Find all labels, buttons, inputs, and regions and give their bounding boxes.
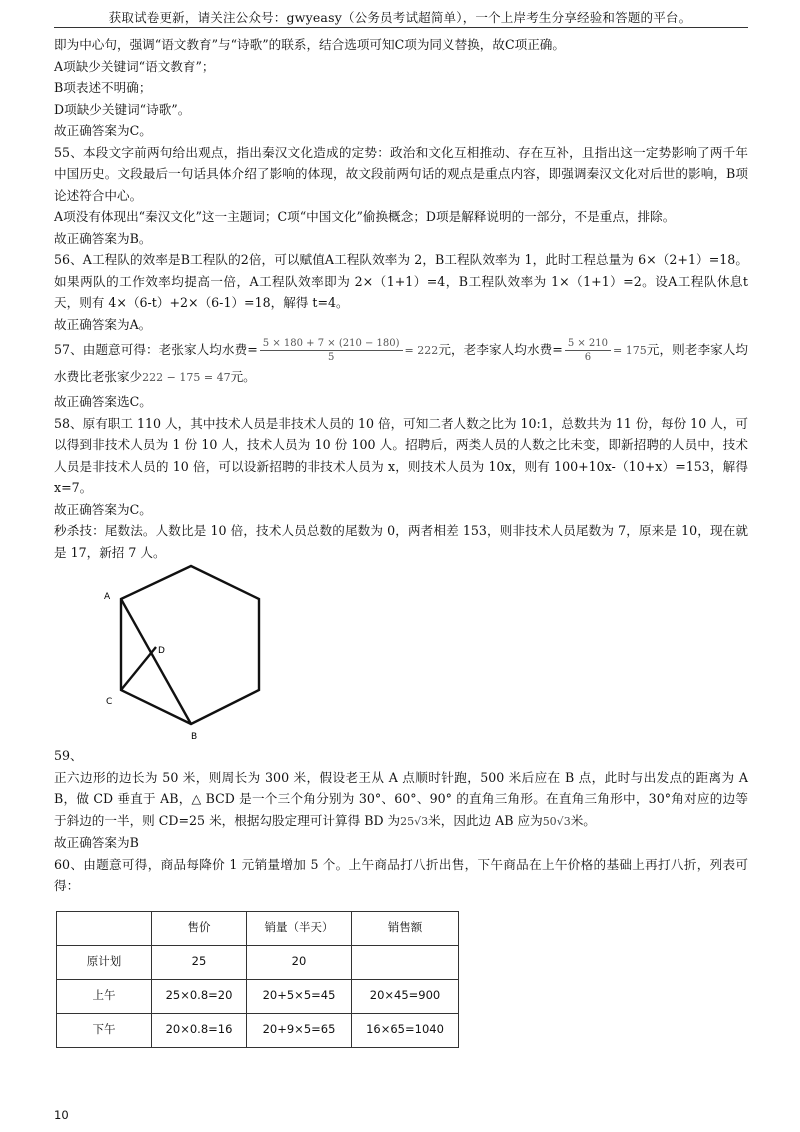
table-cell: 20×0.8=16 bbox=[152, 1013, 247, 1047]
page-number: 10 bbox=[54, 1108, 69, 1122]
table-row bbox=[57, 1013, 459, 1047]
q58-answer: 故正确答案为C。 bbox=[54, 501, 152, 517]
q59-text-3: 米。 bbox=[570, 812, 596, 828]
sales-table bbox=[56, 911, 459, 1048]
q55-analysis: A项没有体现出“秦汉文化”这一主题词；C项“中国文化”偷换概念；D项是解释说明的一部分，不是重点，排除。 bbox=[54, 209, 676, 224]
table-cell: 25×0.8=20 bbox=[152, 979, 247, 1013]
q54-line-3: B项表述不明确； bbox=[54, 80, 152, 95]
header-divider bbox=[54, 27, 748, 28]
table-row bbox=[57, 979, 459, 1013]
label-b: B bbox=[191, 732, 198, 742]
table-header-row bbox=[57, 911, 459, 945]
q59-ab-value: 50√3 bbox=[542, 814, 571, 828]
q57-text-1: 57、由题意可得：老张家人均水费= bbox=[54, 342, 258, 357]
q59-body bbox=[54, 767, 748, 833]
q57-fraction-2 bbox=[565, 337, 611, 364]
hexagon-figure bbox=[54, 563, 748, 743]
q54-line-2: A项缺少关键词“语文教育”； bbox=[54, 58, 215, 74]
hexagon-diagram bbox=[94, 563, 334, 743]
table-cell bbox=[352, 945, 459, 979]
q58-trick: 秒杀技：尾数法。人数比是 10 倍，技术人员总数的尾数为 0，两者相差 153，则非技术人员尾数为 7，原来是 10，现在就是 17，新招 7 人。 bbox=[54, 523, 748, 560]
table-cell: 20×45=900 bbox=[352, 979, 459, 1013]
segment-ab bbox=[121, 599, 191, 724]
q57-result-1: = 222 bbox=[404, 344, 439, 357]
table-cell: 20 bbox=[247, 945, 352, 979]
table-cell: 25 bbox=[152, 945, 247, 979]
q57-answer: 故正确答案选C。 bbox=[54, 394, 152, 409]
table-header-cell: 售价 bbox=[152, 911, 247, 945]
q56-body: 56、A工程队的效率是B工程队的2倍，可以赋值A工程队效率为 2，B工程队效率为 1，此时工程总量为 6×（2+1）=18。如果两队的工作效率均提高一倍，A工程队效率即为 2×（1+1）=4，B工程队效率为 1×（1+1）=2。设A工程队休息t天，则有 4×（6-t）+2×（6-1）=18，解得 t=4。 bbox=[54, 252, 748, 310]
q58-body: 58、原有职工 110 人，其中技术人员是非技术人员的 10 倍，可知二者人数之比为 10:1，总数共为 11 份，每份 10 人，可以得到非技术人员为 1 份 10 人，技术人员为 10 份 100 人。招聘后，两类人员的人数之比未变，即新招聘的人员中，技术人员是非技术人员的 10 倍，可以设新招聘的非技术人员为 x，则技术人员为 10x，则有 100+10x-（10+x）=153，解得 x=7。 bbox=[54, 415, 748, 495]
q57-fraction-2-denominator: 6 bbox=[584, 352, 592, 363]
table-header-cell: 销售额 bbox=[352, 911, 459, 945]
q57-text-2: 元，老李家人均水费= bbox=[438, 342, 563, 357]
table-cell: 下午 bbox=[57, 1013, 152, 1047]
table-cell: 上午 bbox=[57, 979, 152, 1013]
q57-text-4: 元。 bbox=[230, 369, 256, 384]
q54-line-1: 即为中心句，强调“语文教育”与“诗歌”的联系，结合选项可知C项为同义替换，故C项正确。 bbox=[54, 37, 565, 52]
table-cell: 20+5×5=45 bbox=[247, 979, 352, 1013]
table-row bbox=[57, 945, 459, 979]
q57-fraction-2-numerator: 5 × 210 bbox=[565, 337, 611, 351]
label-d: D bbox=[158, 646, 165, 656]
q55-body: 55、本段文字前两句给出观点，指出秦汉文化造成的定势：政治和文化互相推动、存在互补，且指出这一定势影响了两千年中国历史。文段最后一句话具体介绍了影响的体现，故文段前两句话的观点是重点内容，即强调秦汉文化对后世的影响，B项论述符合中心。 bbox=[54, 144, 748, 203]
q57-text-3: 元，则老李家人均水费比老张家少 bbox=[54, 342, 749, 384]
table-header-cell bbox=[57, 911, 152, 945]
table-cell: 20+9×5=65 bbox=[247, 1013, 352, 1047]
q60-body: 60、由题意可得，商品每降价 1 元销量增加 5 个。上午商品打八折出售，下午商品在上午价格的基础上再打八折，列表可得： bbox=[54, 856, 748, 893]
q57-body bbox=[54, 337, 748, 391]
q55-answer: 故正确答案为B。 bbox=[54, 230, 152, 246]
label-a: A bbox=[104, 592, 111, 602]
q57-difference: 222 − 175 = 47 bbox=[142, 371, 231, 384]
table-cell: 原计划 bbox=[57, 945, 152, 979]
q57-result-2: = 175 bbox=[613, 344, 647, 357]
q59-bd-value: 25√3 bbox=[400, 814, 429, 828]
q54-answer: 故正确答案为C。 bbox=[54, 123, 152, 138]
table-cell: 16×65=1040 bbox=[352, 1013, 459, 1047]
table-header-cell: 销量（半天） bbox=[247, 911, 352, 945]
page-header: 获取试卷更新，请关注公众号：gwyeasy（公务员考试超简单），一个上岸考生分享经验和答题的平台。 bbox=[108, 10, 692, 25]
q59-number: 59、 bbox=[54, 748, 83, 763]
q56-answer: 故正确答案为A。 bbox=[54, 316, 152, 332]
q59-answer: 故正确答案为B bbox=[54, 835, 139, 850]
label-c: C bbox=[106, 697, 113, 707]
q59-text-2: 米，因此边 AB 应为 bbox=[428, 812, 543, 828]
segment-cd bbox=[121, 647, 156, 690]
q57-fraction-1 bbox=[260, 337, 403, 364]
q54-line-4: D项缺少关键词“诗歌”。 bbox=[54, 101, 191, 117]
q57-fraction-1-numerator: 5 × 180 + 7 × (210 − 180) bbox=[260, 337, 403, 351]
hexagon-outline bbox=[121, 566, 259, 724]
page-content bbox=[54, 34, 748, 1048]
q59-text-1: 正六边形的边长为 50 米，则周长为 300 米，假设老王从 A 点顺时针跑，500 米后应在 B 点，此时与出发点的距离为 AB，做 CD 垂直于 AB，△ BCD 是一个三个角分别为 30°、60°、90° 的直角三角形。在直角三角形中，30°角对应的边等于斜边的一半，则 CD=25 米，根据勾股定理可计算得 BD 为 bbox=[54, 769, 748, 828]
q57-fraction-1-denominator: 5 bbox=[327, 352, 335, 363]
